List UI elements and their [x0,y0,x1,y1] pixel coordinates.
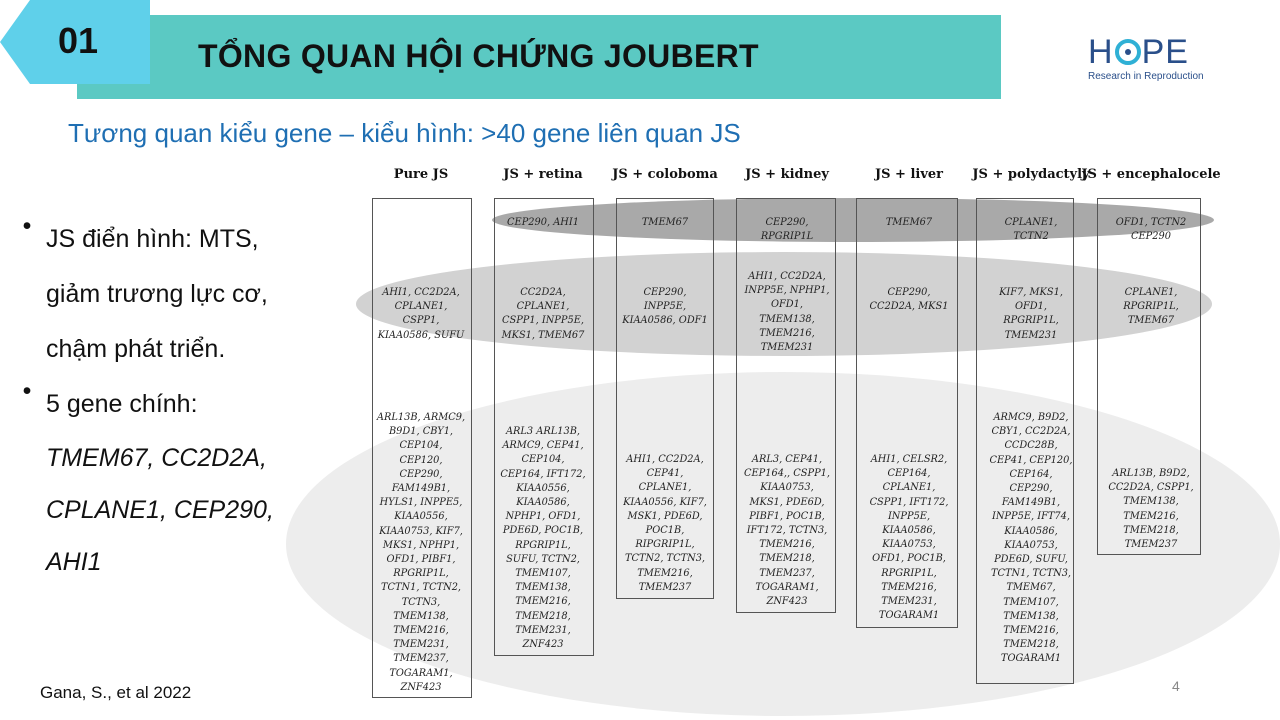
gene-line: POC1B, [645,525,685,537]
gene-line: CEP290, [643,287,687,298]
bottom-tier-genes [623,453,707,595]
eye-icon [1115,39,1141,65]
gene-line: TMEM216, [393,625,449,637]
gene-line: MKS1, NPHP1, [382,539,460,551]
gene-line: KIAA0586, SUFU [377,329,465,341]
gene-line: TMEM216, [881,581,937,593]
gene-line: ARMC9, B9D2, [993,412,1069,423]
citation: Gana, S., et al 2022 [40,683,192,702]
gene-line: TMEM218, [759,553,815,565]
gene-line: ARL3, CEP41, [751,454,823,465]
bullet-line: 5 gene chính: [46,390,198,418]
gene-line: RIPGRIP1L, [635,539,695,551]
gene-line: RPGRIP1L, [1003,315,1059,327]
gene-line: KIAA0753, [760,482,814,494]
gene-line: OFD1, [770,299,804,311]
gene-line: CPLANE1, [516,301,570,313]
slide-title: TỔNG QUAN HỘI CHỨNG JOUBERT [198,38,759,74]
gene-line: RPGRIP1L, [515,539,571,551]
gene-line: KIAA0586, ODF1 [622,315,708,327]
gene-line: TMEM107, [1003,596,1059,608]
gene-line: CEP41, [646,468,684,480]
logo-suffix: PE [1141,33,1189,71]
gene-line: TMEM216, [759,539,815,551]
gene-line: TMEM67, [1006,582,1056,594]
gene-line: CPLANE1, [882,482,936,494]
gene-line: TCTN1, TCTN2, [380,582,462,594]
gene-phenotype-figure [286,160,1280,720]
gene-line: MSK1, PDE6D, [627,510,703,522]
gene-line: TMEM216, [515,596,571,608]
gene-line: CSPP1, [402,315,440,327]
gene-line: CSPP1, INPP5E, [502,315,584,327]
gene-line: TMEM231 [760,342,814,354]
gene-line: CEP164, IFT172, [500,468,586,480]
gene-line: FAM149B1, [391,483,451,495]
gene-line: CC2D2A, [520,287,566,298]
mid-tier-genes [745,270,830,355]
gene-line: RPGRIP1L, [1123,301,1179,313]
gene-line: TMEM216, [637,567,693,579]
bottom-tier-genes [870,453,949,623]
gene-line: IFT172, TCTN3, [746,525,828,537]
gene-line: TMEM216, [1123,510,1179,522]
gene-line: NPHP1, OFD1, [505,511,581,523]
gene-line: MKS1, PDE6D, [749,496,825,508]
gene-line: ARL3 ARL13B, [505,426,581,437]
gene-line: ZNF423 [400,681,442,693]
gene-line: ZNF423 [766,596,808,608]
mid-tier-genes [999,286,1063,343]
hope-logo [1088,34,1208,84]
page-number: 4 [1172,678,1180,694]
bottom-tier-genes [377,411,465,695]
gene-line: AHI1, CC2D2A, [382,287,460,298]
gene-line: OFD1, POC1B, [872,553,946,565]
gene-line: TMEM237, [393,653,449,665]
gene-line: TMEM67 [641,217,689,228]
gene-line: CPLANE1, CEP290, [46,496,274,524]
gene-line: MKS1, TMEM67 [501,329,585,341]
logo-tagline: Research in Reproduction [1088,71,1204,82]
gene-line: RPGRIP1L, [881,567,937,579]
column-header: JS + liver [874,167,944,182]
gene-line: TCTN2 [1013,231,1049,243]
gene-line: KIAA0586, [882,525,936,537]
gene-line: ARL13B, B9D2, [1112,468,1190,479]
mid-tier-genes [870,286,949,314]
gene-line: CEP290 [1131,231,1171,243]
column-header: JS + coloboma [612,167,718,182]
gene-line: KIAA0556, [394,511,448,523]
gene-line: KIF7, MKS1, [999,287,1063,298]
gene-line: KIAA0586, [1004,525,1058,537]
logo-prefix: H [1088,33,1114,71]
gene-line: CEP164, [1009,468,1053,480]
gene-line: OFD1, [1014,301,1048,313]
gene-line: PIBF1, POC1B, [749,510,825,522]
gene-line: ZNF423 [522,639,564,651]
mid-tier-genes [622,286,707,329]
bottom-tier-genes [744,453,830,609]
bullet-line: JS điển hình: MTS, [46,225,259,253]
gene-line: TMEM138, [759,313,815,325]
gene-line: TOGARAM1 [878,610,940,622]
gene-line: KIAA0753, KIF7, [379,525,463,537]
column-header: JS + retina [503,167,583,182]
gene-line: CPLANE1, [1004,217,1058,228]
gene-line: CPLANE1, [638,482,692,494]
gene-line: TOGARAM1, [755,581,819,593]
gene-line: TMEM237, [759,567,815,579]
gene-line: CCDC28B, [1004,440,1058,452]
gene-line: RPGRIP1L, [393,568,449,580]
gene-line: KIAA0556, [516,482,570,494]
gene-line: CEP290, AHI1 [507,217,579,228]
gene-line: PDE6D, SUFU, [994,554,1068,566]
section-number: 01 [58,20,99,61]
gene-line: HYLS1, INPPE5, [379,497,463,509]
gene-line: TMEM218, [1123,524,1179,536]
top-tier-genes [642,216,688,230]
gene-line: CSPP1, IFT172, [869,496,949,508]
gene-line: TCTN1, TCTN3, [990,568,1072,580]
gene-line: TMEM67, CC2D2A, [46,444,267,472]
gene-line: TMEM67 [885,217,933,228]
gene-line: INPP5E, NPHP1, [744,285,830,297]
bottom-tier-genes [990,411,1073,667]
gene-line: ARMC9, CEP41, [502,440,584,452]
mid-tier-genes [1123,286,1179,329]
column-header: JS + polydactyly [972,167,1090,182]
gene-line: ARL13B, ARMC9, [376,412,466,423]
gene-line: SUFU, TCTN2, [506,553,580,565]
gene-line: TMEM138, [1123,496,1179,508]
gene-line: KIAA0753, [1004,539,1058,551]
gene-line: CEP120, [399,454,443,466]
gene-line: OFD1, TCTN2 [1115,217,1187,228]
gene-line: TOGARAM1, [389,667,453,679]
gene-line: CEP290, [399,468,443,480]
gene-line: TMEM231 [1004,329,1058,341]
gene-line: CC2D2A, CSPP1, [1108,482,1194,494]
gene-line: INPP5E, [643,301,687,313]
column-header: Pure JS [393,167,449,182]
bottom-tier-genes [1108,467,1193,552]
gene-line: CEP290, [765,217,809,228]
top-tier-genes [761,216,813,244]
gene-line: AHI1 [46,548,102,576]
gene-line: OFD1, PIBF1, [386,554,456,566]
gene-line: B9D1, CBY1, [388,426,454,438]
gene-line: TCTN3, [401,596,441,608]
column-header: JS + kidney [745,167,829,182]
column-header: JS + encephalocele [1081,167,1221,182]
bullet-dot: • [22,377,32,405]
gene-line: TMEM216, [759,327,815,339]
mid-tier-genes [502,286,585,343]
top-tier-genes [886,216,932,230]
top-tier-genes [1005,216,1058,244]
gene-line: CEP41, CEP120, [989,454,1073,466]
gene-line: TMEM107, [515,568,571,580]
gene-line: TMEM138, [393,610,449,622]
gene-line: TMEM218, [515,610,571,622]
gene-line: KIAA0753, [882,539,936,551]
slide-subtitle: Tương quan kiểu gene – kiểu hình: >40 gene liên quan JS [68,118,741,148]
bullet-line: chậm phát triển. [46,335,226,363]
bottom-tier-genes [500,425,585,652]
gene-line: INPP5E, [887,510,931,522]
gene-line: CPLANE1, [394,301,448,313]
gene-line: TMEM237 [1124,539,1178,551]
gene-line: CEP164, [887,468,931,480]
gene-line: CEP104, [521,454,565,466]
gene-line: TOGARAM1 [1000,653,1062,665]
gene-line: CEP104, [399,440,443,452]
gene-line: CEP164,, CSPP1, [743,468,831,480]
gene-line: KIAA0586, [516,497,570,509]
gene-line: TMEM67 [1127,315,1175,327]
gene-line: AHI1, CELSR2, [870,454,948,465]
gene-line: TMEM218, [1003,639,1059,651]
gene-line: TCTN2, TCTN3, [624,553,706,565]
gene-line: KIAA0556, KIF7, [623,496,707,508]
bullet-line: giảm trương lực cơ, [46,280,268,308]
gene-line: FAM149B1, [1001,497,1061,509]
gene-line: TMEM138, [515,582,571,594]
gene-line: AHI1, CC2D2A, [748,271,826,282]
gene-line: TMEM237 [638,581,692,593]
mid-tier-genes [378,286,465,343]
gene-line: CC2D2A, MKS1 [869,301,949,313]
top-tier-genes [507,216,579,230]
gene-line: CBY1, CC2D2A, [991,426,1071,438]
gene-line: TMEM216, [1003,625,1059,637]
gene-line: CEP290, [887,287,931,298]
gene-line: TMEM231, [881,596,937,608]
gene-line: PDE6D, POC1B, [502,525,584,537]
gene-line: CEP290, [1009,483,1053,495]
gene-line: TMEM138, [1003,610,1059,622]
gene-line: INPP5E, IFT74, [991,511,1071,523]
gene-line: AHI1, CC2D2A, [626,454,704,465]
gene-line: RPGRIP1L [760,231,814,243]
top-tier-genes [1116,216,1187,244]
gene-line: CPLANE1, [1124,287,1178,298]
gene-line: TMEM231, [515,624,571,636]
bullet-dot: • [22,212,32,240]
gene-line: TMEM231, [393,639,449,651]
